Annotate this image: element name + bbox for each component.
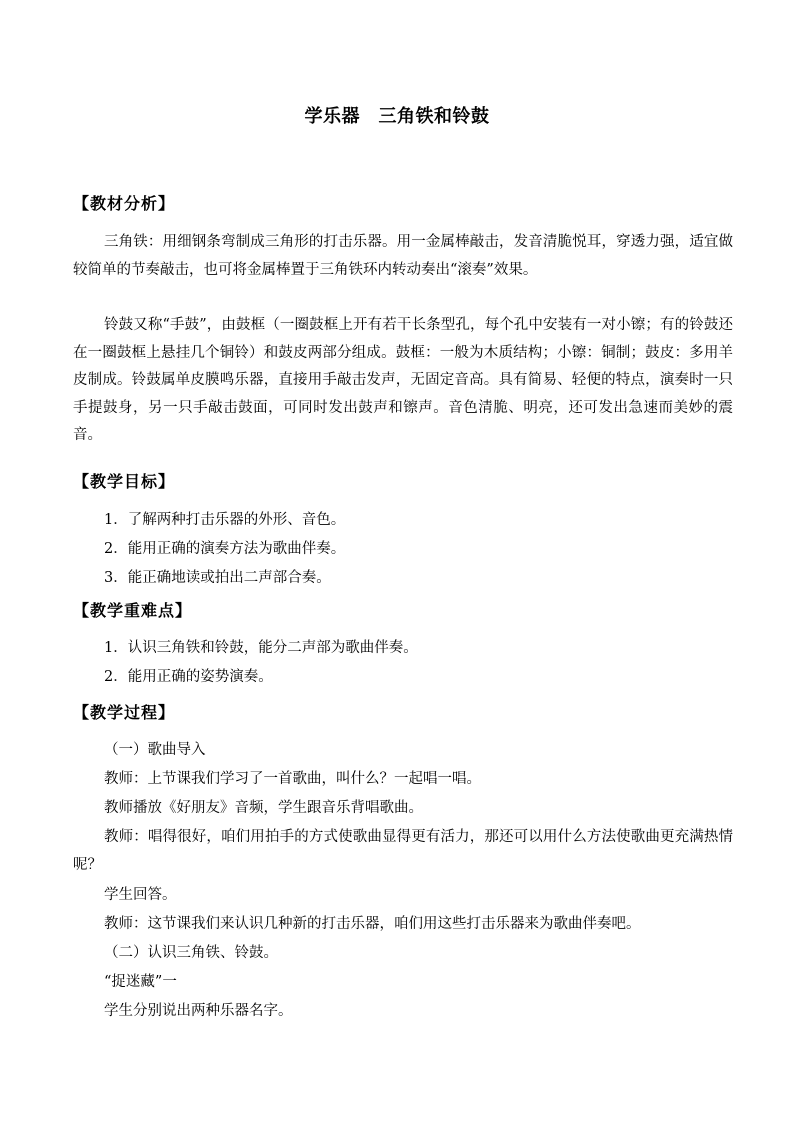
process-line: 教师：这节课我们来认识几种新的打击乐器，咱们用这些打击乐器来为歌曲伴奏吧。 [104,916,641,932]
goal-item: 2．能用正确的演奏方法为歌曲伴奏。 [104,541,346,557]
analysis-paragraph-tambourine: 铃鼓又称“手鼓”，由鼓框（一圈鼓框上开有若干长条型孔，每个孔中安装有一对小镲；有的铃鼓还在一圈鼓框上悬挂几个铜铃）和鼓皮两部分组成。鼓框：一般为木质结构；小镲：铜制；鼓皮：多用羊皮制成。铃鼓属单皮膜鸣乐器，直接用手敲击发声，无固定音高。具有简易、轻便的特点，演奏时一只手提鼓身，另一只手敲击鼓面，可同时发出鼓声和镲声。音色清脆、明亮，还可发出急速而美妙的震音。 [73,317,733,443]
process-line: （二）认识三角铁、铃鼓。 [104,945,278,961]
page-title: 学乐器 三角铁和铃鼓 [304,106,490,127]
process-line: 教师播放《好朋友》音频，学生跟音乐背唱歌曲。 [104,800,423,816]
section-heading-goals: 【教学目标】 [73,472,176,491]
goal-item: 3．能正确地读或拍出二声部合奏。 [104,570,331,586]
difficulty-item: 2．能用正确的姿势演奏。 [104,669,273,685]
process-line: 学生回答。 [104,887,177,903]
process-line: “捉迷藏”一 [104,974,177,990]
section-heading-analysis: 【教材分析】 [73,194,176,213]
section-heading-difficulties: 【教学重难点】 [73,601,193,620]
process-line: （一）歌曲导入 [104,742,206,758]
goal-item: 1．了解两种打击乐器的外形、音色。 [104,512,346,528]
section-heading-process: 【教学过程】 [73,703,176,722]
process-line: 教师：上节课我们学习了一首歌曲，叫什么？一起唱一唱。 [104,771,481,787]
process-line: 学生分别说出两种乐器名字。 [104,1003,293,1019]
analysis-paragraph-triangle: 三角铁：用细钢条弯制成三角形的打击乐器。用一金属棒敲击，发音清脆悦耳，穿透力强，适宜做较简单的节奏敲击，也可将金属棒置于三角铁环内转动奏出“滚奏”效果。 [73,234,733,278]
process-paragraph: 教师：唱得很好，咱们用拍手的方式使歌曲显得更有活力，那还可以用什么方法使歌曲更充满热情呢？ [73,829,733,873]
difficulty-item: 1．认识三角铁和铃鼓，能分二声部为歌曲伴奏。 [104,640,418,656]
